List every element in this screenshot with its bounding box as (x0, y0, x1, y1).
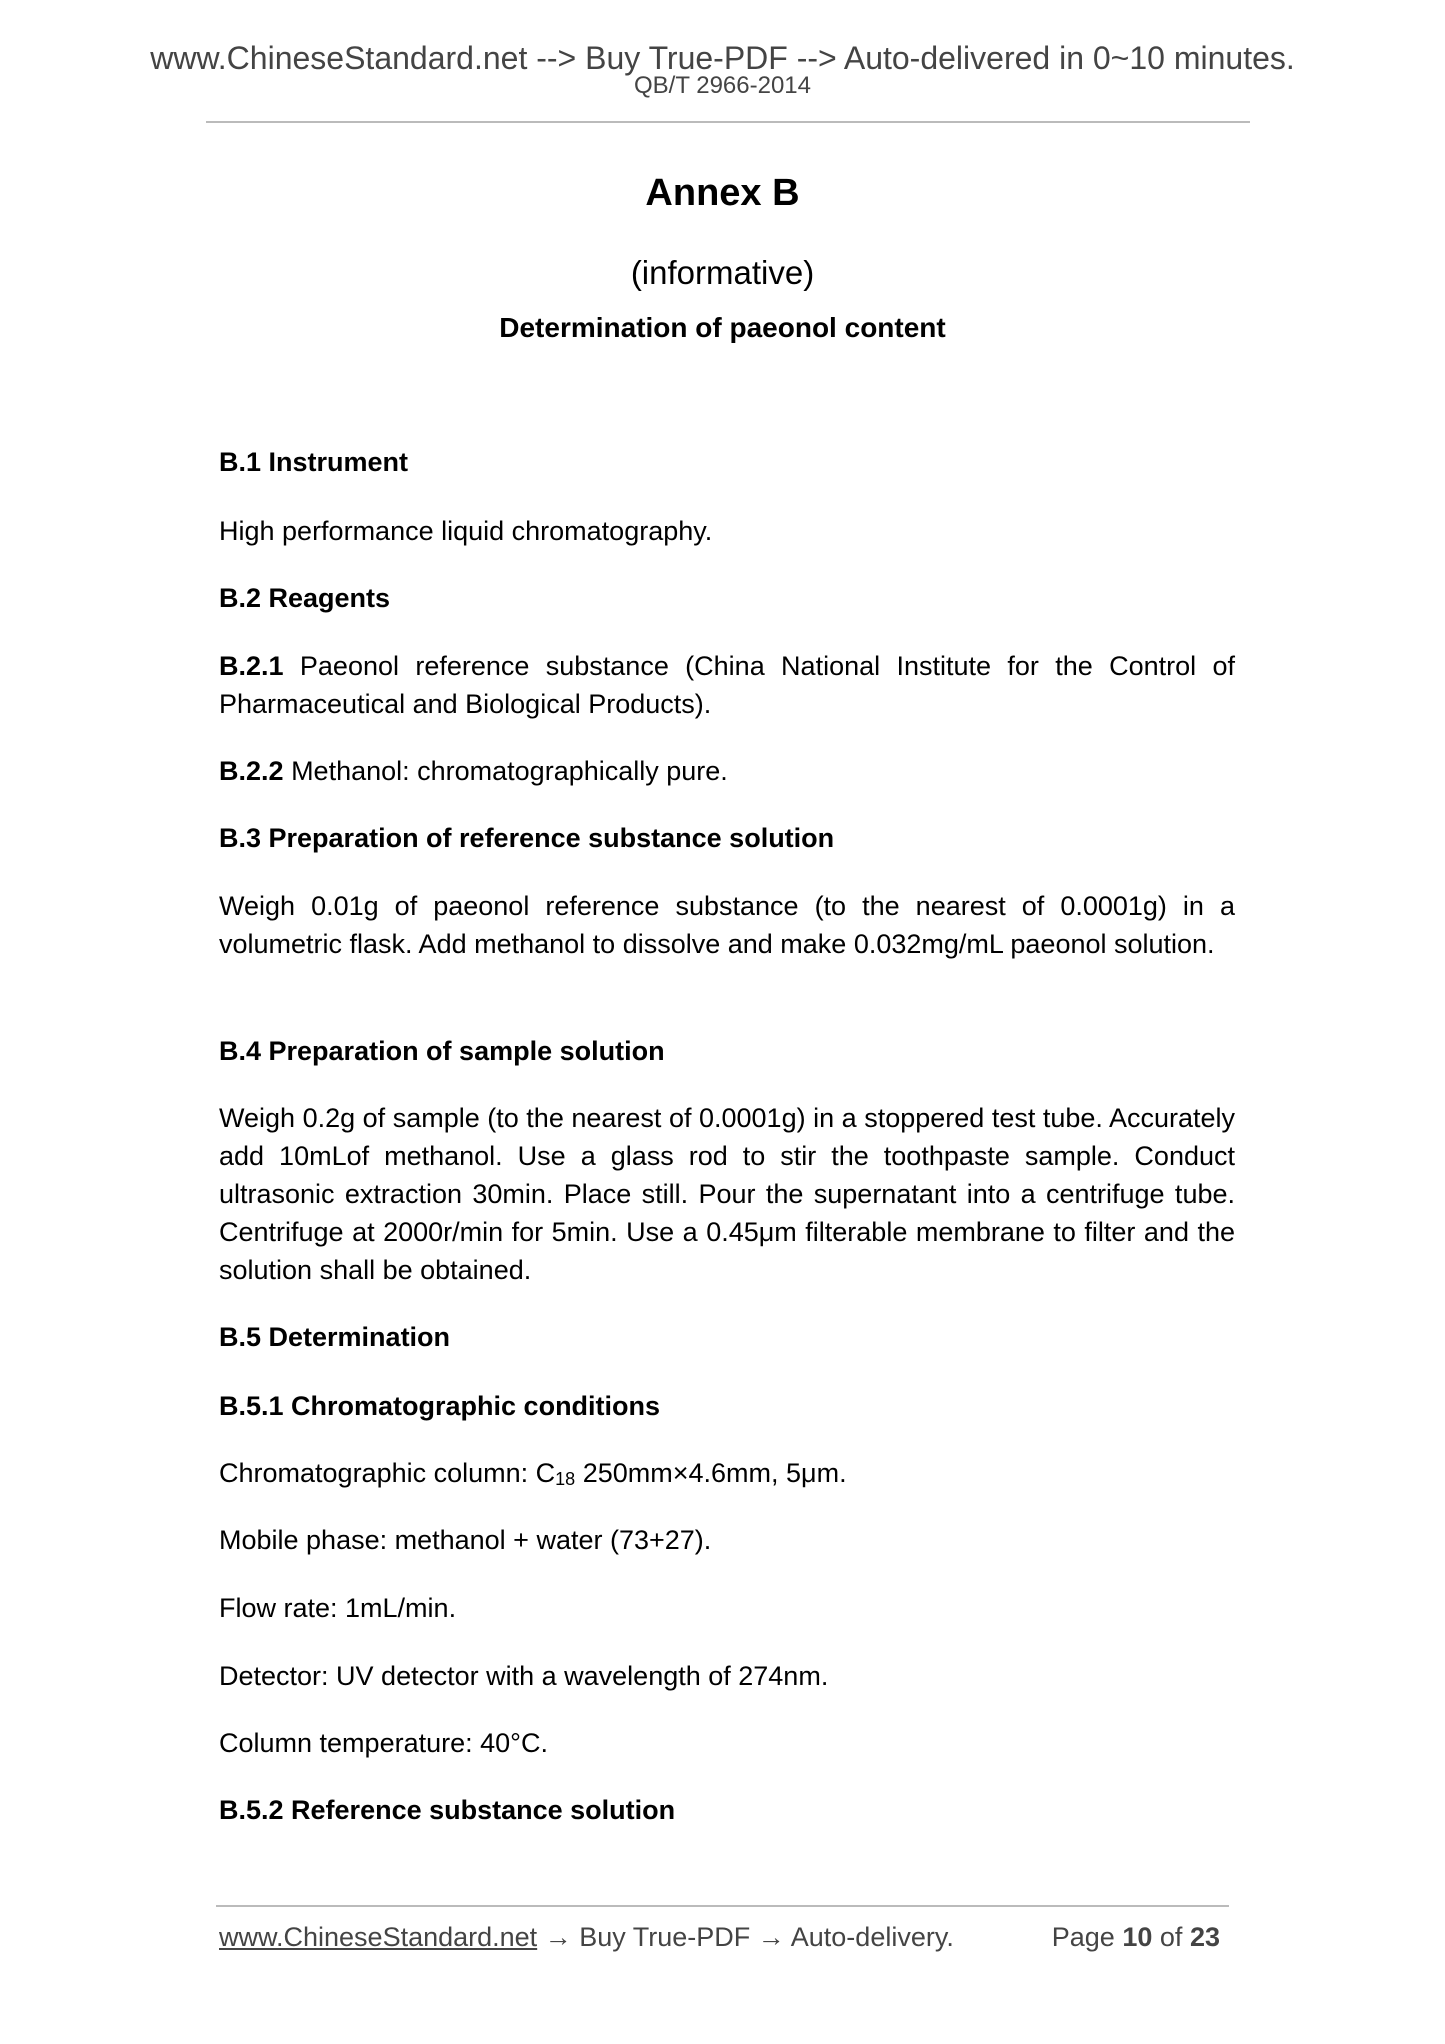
paragraph: High performance liquid chromatography. (219, 516, 713, 546)
paragraph: Flow rate: 1mL/min. (219, 1593, 457, 1623)
paragraph: Column temperature: 40°C. (219, 1728, 548, 1758)
section-heading: B.2 Reagents (219, 583, 391, 613)
arrow-icon: → (750, 1922, 791, 1952)
footer-link[interactable]: www.ChineseStandard.net (219, 1922, 538, 1952)
footer-divider (216, 1905, 1229, 1907)
annex-type: (informative) (630, 254, 815, 291)
header-divider (206, 121, 1250, 123)
page-label: Page (1051, 1922, 1115, 1952)
paragraph (219, 647, 1235, 723)
arrow-icon: → (537, 1922, 580, 1952)
annex-subtitle: Determination of paeonol content (499, 312, 946, 343)
footer-left (219, 1922, 954, 1953)
annex-title: Annex B (645, 172, 800, 214)
header-banner: www.ChineseStandard.net --> Buy True-PDF --> Auto-delivered in 0~10 minutes. (150, 40, 1295, 76)
page-number: 10 (1122, 1922, 1153, 1952)
section-heading: B.3 Preparation of reference substance solution (219, 823, 835, 853)
clause-text: Methanol: chromatographically pure. (291, 756, 728, 786)
section-heading: B.5.2 Reference substance solution (219, 1795, 676, 1825)
standard-number: QB/T 2966-2014 (633, 72, 811, 99)
section-heading: B.5.1 Chromatographic conditions (219, 1391, 661, 1421)
paragraph (219, 752, 1235, 790)
paragraph: Weigh 0.01g of paeonol reference substance (to the nearest of 0.0001g) in a volumetric flask. Add methanol to dissolve and make 0.032mg/mL paeonol solution. (219, 891, 1235, 959)
paragraph: Mobile phase: methanol + water (73+27). (219, 1525, 712, 1555)
clause-number: B.2.1 (219, 651, 284, 681)
section-heading: B.5 Determination (219, 1322, 451, 1352)
column-text: Chromatographic column: C (219, 1458, 556, 1488)
of-label: of (1159, 1922, 1183, 1952)
page-total: 23 (1189, 1922, 1220, 1952)
clause-text: Paeonol reference substance (China National Institute for the Control of Pharmaceutical and Biological Products). (219, 651, 1235, 719)
column-text-suffix: 250mm×4.6mm, 5μm. (575, 1458, 847, 1488)
footer-delivery: Auto-delivery. (790, 1922, 954, 1952)
column-subscript: 18 (555, 1469, 576, 1489)
section-heading: B.1 Instrument (219, 447, 409, 477)
paragraph: Weigh 0.2g of sample (to the nearest of 0.0001g) in a stoppered test tube. Accurately add 10mLof methanol. Use a glass rod to stir the toothpaste sample. Conduct ultrasonic extraction 30min. Place still. Pour the supernatant into a centrifuge tube. Centrifuge at 2000r/min for 5min. Use a 0.45μm filterable membrane to filter and the solution shall be obtained. (219, 1103, 1235, 1285)
section-heading: B.4 Preparation of sample solution (219, 1036, 665, 1066)
paragraph: Detector: UV detector with a wavelength of 274nm. (219, 1661, 829, 1691)
paragraph (219, 1454, 1235, 1498)
page-indicator (1052, 1922, 1220, 1953)
footer-buy: Buy True-PDF (579, 1922, 751, 1952)
clause-number: B.2.2 (219, 756, 284, 786)
